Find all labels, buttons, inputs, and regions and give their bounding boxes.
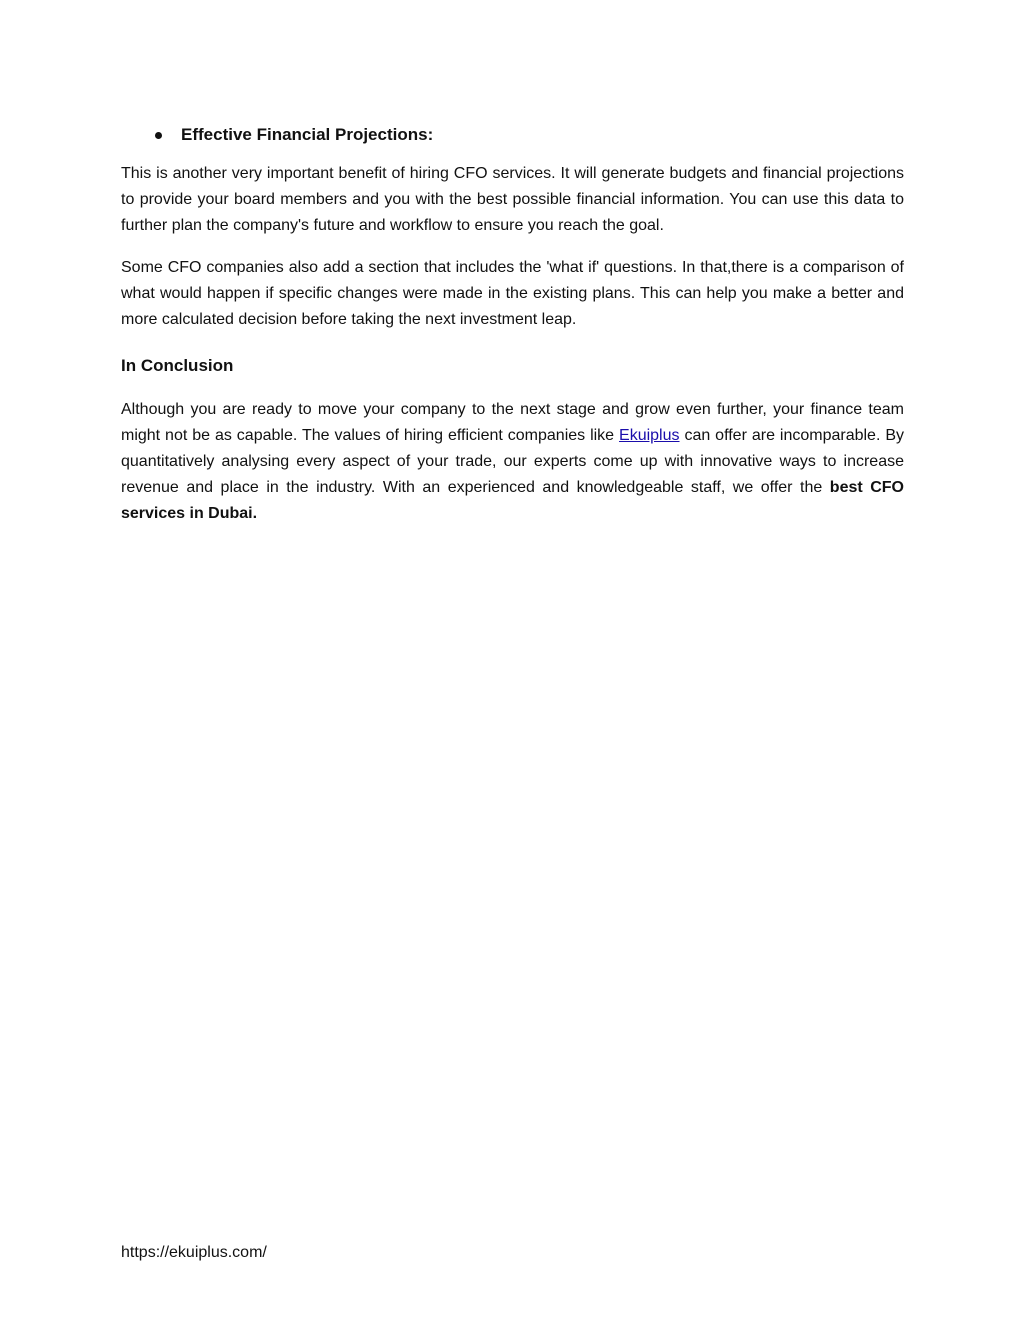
bullet-item xyxy=(121,118,904,152)
paragraph-financial-projections: This is another very important benefit of hiring CFO services. It will generate budgets and financial projections to provide your board members and you with the best possible financial information. You can use this data to further plan the company's future and workflow to ensure you reach the goal. xyxy=(121,165,904,234)
section-heading-conclusion: In Conclusion xyxy=(121,356,234,375)
ekuiplus-link[interactable]: Ekuiplus xyxy=(619,427,680,444)
conclusion-text-part1: Although you are ready to move your company to the next stage and grow even further, your finance team might not be as capable. The values of hiring efficient companies like xyxy=(121,401,904,444)
document-content xyxy=(121,118,904,527)
footer-url: https://ekuiplus.com/ xyxy=(121,1244,267,1261)
bullet-heading: Effective Financial Projections: xyxy=(181,125,434,144)
paragraph-what-if: Some CFO companies also add a section that includes the 'what if' questions. In that,there is a comparison of what would happen if specific changes were made in the existing plans. This can help you make a better and more calculated decision before taking the next investment leap. xyxy=(121,259,904,328)
conclusion-text-part2: can offer are incomparable. By quantitatively analysing every aspect of your trade, our experts come up with innovative ways to increase revenue and place in the industry. With an experienced and knowledgeable staff, we offer the xyxy=(121,427,905,496)
conclusion-bold-text: best CFO services in Dubai. xyxy=(121,479,904,522)
paragraph-conclusion xyxy=(121,397,904,527)
bullet-icon xyxy=(155,132,162,139)
